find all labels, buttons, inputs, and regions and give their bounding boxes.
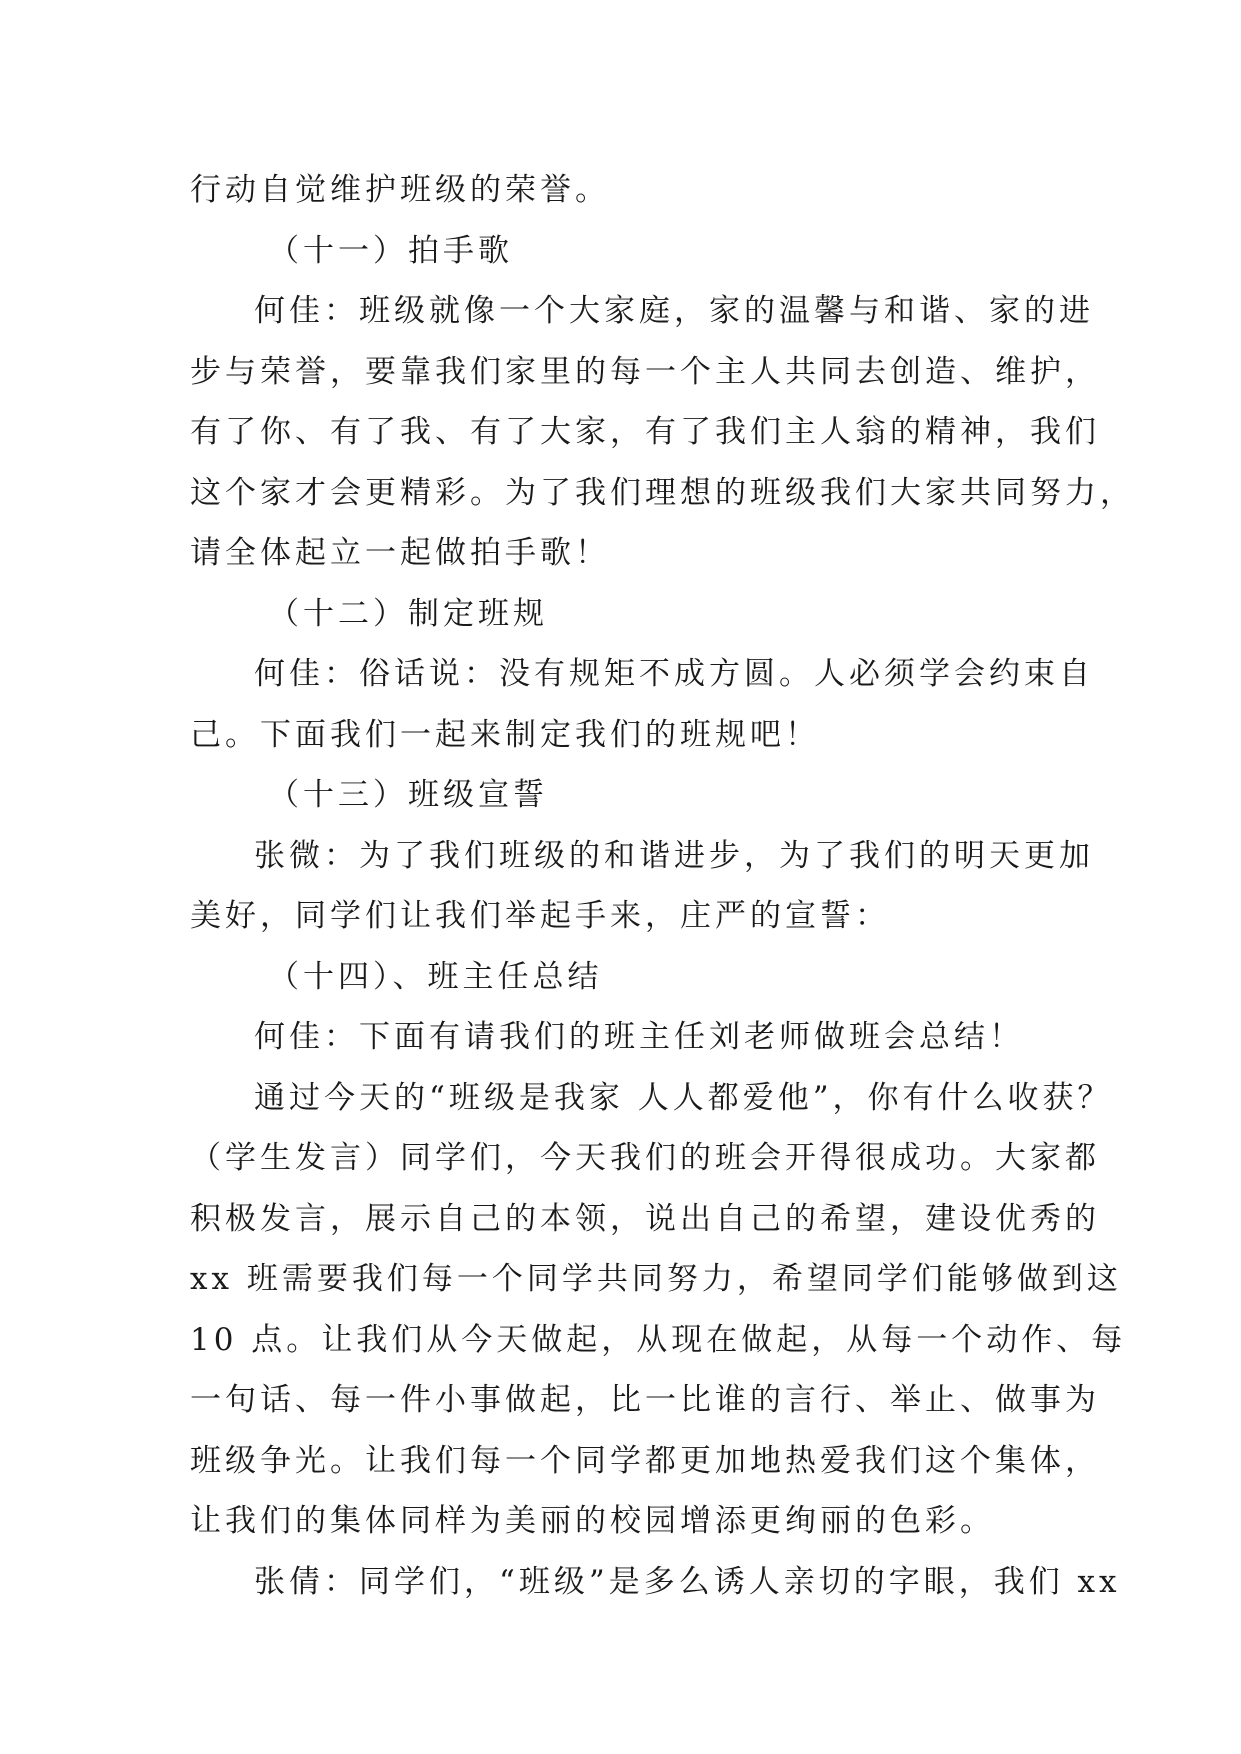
body-line: xx 班需要我们每一个同学共同努力，希望同学们能够做到这 [190, 1261, 1122, 1297]
document-body [190, 160, 1135, 1612]
body-line: 让我们的集体同样为美丽的校园增添更绚丽的色彩。 [190, 1503, 995, 1539]
body-line: 有了你、有了我、有了大家，有了我们主人翁的精神，我们 [190, 414, 1100, 450]
paragraph-first-line: 张倩：同学们，“班级”是多么诱人亲切的字眼，我们 xx [254, 1563, 1121, 1600]
paragraph-first-line: 何佳：下面有请我们的班主任刘老师做班会总结！ [254, 1019, 1024, 1055]
body-line: 己。下面我们一起来制定我们的班规吧！ [190, 716, 820, 753]
body-line: 美好，同学们让我们举起手来，庄严的宣誓： [190, 898, 890, 934]
body-line: （学生发言）同学们，今天我们的班会开得很成功。大家都 [190, 1140, 1100, 1176]
body-line: 积极发言，展示自己的本领，说出自己的希望，建设优秀的 [190, 1200, 1100, 1237]
body-line: 请全体起立一起做拍手歌！ [190, 535, 610, 571]
section-heading: （十一）拍手歌 [268, 232, 513, 269]
body-line: 班级争光。让我们每一个同学都更加地热爱我们这个集体， [190, 1442, 1100, 1479]
paragraph-first-line: 通过今天的“班级是我家 人人都爱他”，你有什么收获？ [254, 1079, 1113, 1116]
body-line: 行动自觉维护班级的荣誉。 [190, 172, 610, 208]
body-line: 10 点。让我们从今天做起，从现在做起，从每一个动作、每 [190, 1321, 1127, 1358]
section-heading: （十二）制定班规 [268, 595, 548, 632]
section-heading: （十四）、班主任总结 [268, 958, 603, 995]
section-heading: （十三）班级宣誓 [268, 777, 548, 813]
paragraph-first-line: 何佳：班级就像一个大家庭，家的温馨与和谐、家的进 [254, 293, 1094, 329]
body-line: 一句话、每一件小事做起，比一比谁的言行、举止、做事为 [190, 1382, 1100, 1418]
body-line: 步与荣誉，要靠我们家里的每一个主人共同去创造、维护， [190, 353, 1100, 390]
paragraph-first-line: 何佳：俗话说：没有规矩不成方圆。人必须学会约束自 [254, 656, 1094, 692]
paragraph-first-line: 张微：为了我们班级的和谐进步，为了我们的明天更加 [254, 837, 1094, 874]
body-line: 这个家才会更精彩。为了我们理想的班级我们大家共同努力， [190, 474, 1135, 511]
